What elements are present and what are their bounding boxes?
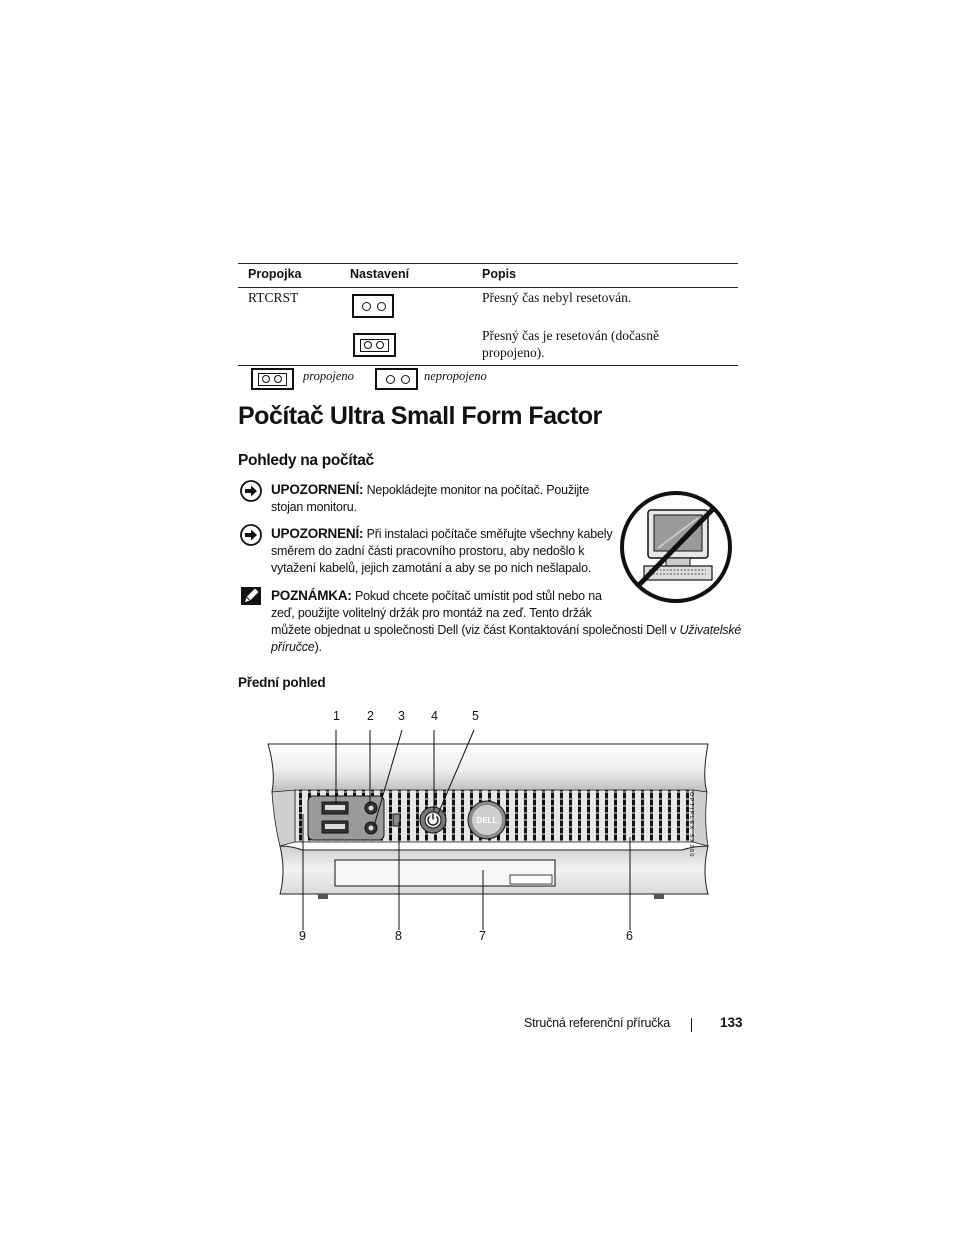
subsection-heading: Přední pohled	[238, 675, 326, 690]
notice-2	[271, 525, 612, 577]
notice-arrow-icon	[240, 524, 262, 546]
notice-1-label: UPOZORNENÍ:	[271, 482, 364, 497]
notice-3-text-3: můžete objednat u společnosti Dell (viz část Kontaktování společnosti Dell v	[271, 623, 680, 637]
notice-3-label: POZNÁMKA:	[271, 588, 352, 603]
notice-3-text-3-em: Uživatelské	[679, 623, 742, 637]
callout-4: 4	[431, 709, 438, 723]
footer-title: Stručná referenční příručka	[524, 1016, 671, 1030]
notice-2-label: UPOZORNENÍ:	[271, 526, 364, 541]
callout-3: 3	[398, 709, 405, 723]
device-model-text: OPTIPLEX SX280	[688, 792, 694, 858]
computer-front-view	[262, 722, 722, 932]
table-header-rule	[238, 287, 738, 288]
table-cell-desc-closed-2: propojeno).	[482, 345, 545, 360]
page-title: Počítač Ultra Small Form Factor	[238, 402, 602, 430]
no-monitor-on-computer-icon	[616, 488, 736, 606]
table-header-jumper: Propojka	[248, 267, 302, 281]
pencil-note-icon	[240, 586, 262, 606]
notice-2-text-2: směrem do zadní části pracovního prostoru, aby nedošlo k	[271, 544, 585, 558]
table-bottom-rule	[238, 365, 738, 366]
notice-1	[271, 481, 589, 516]
notice-arrow-icon	[240, 480, 262, 502]
jumper-open-icon	[352, 294, 394, 318]
notice-3-text-4: ).	[314, 640, 322, 654]
callout-1: 1	[333, 709, 340, 723]
notice-1-text-1: Nepokládejte monitor na počítač. Použijte	[366, 483, 590, 497]
legend-open-label: nepropojeno	[424, 369, 487, 383]
legend-closed-icon	[251, 368, 294, 390]
callout-5: 5	[472, 709, 479, 723]
notice-2-text-1: Při instalaci počítače směřujte všechny kabely	[366, 527, 613, 541]
table-cell-jumper: RTCRST	[248, 290, 299, 305]
device-logo-text: DELL	[476, 816, 498, 825]
legend-closed-label: propojeno	[303, 369, 354, 383]
table-cell-desc-closed-1: Přesný čas je resetován (dočasně	[482, 328, 659, 343]
callout-9: 9	[299, 929, 306, 943]
jumper-closed-icon	[353, 333, 396, 357]
table-header-description: Popis	[482, 267, 517, 281]
callout-6: 6	[626, 929, 633, 943]
table-header-setting: Nastavení	[350, 267, 410, 281]
notice-3-text-2: zeď, použijte volitelný držák pro montáž na zeď. Tento držák	[271, 606, 592, 620]
callout-2: 2	[367, 709, 374, 723]
footer-separator	[691, 1018, 692, 1032]
callout-8: 8	[395, 929, 402, 943]
table-cell-desc-open: Přesný čas nebyl resetován.	[482, 290, 632, 305]
notice-1-text-2: stojan monitoru.	[271, 500, 357, 514]
section-heading: Pohledy na počítač	[238, 452, 374, 469]
table-top-rule	[238, 263, 738, 264]
legend-open-icon	[375, 368, 418, 390]
notice-3-text-1: Pokud chcete počítač umístit pod stůl nebo na	[354, 589, 602, 603]
notice-2-text-3: vytažení kabelů, jejich zamotání a aby se po nich nešlapalo.	[271, 561, 592, 575]
callout-7: 7	[479, 929, 486, 943]
page-number: 133	[720, 1015, 743, 1030]
notice-3-text-4-em: příručce	[271, 640, 315, 654]
